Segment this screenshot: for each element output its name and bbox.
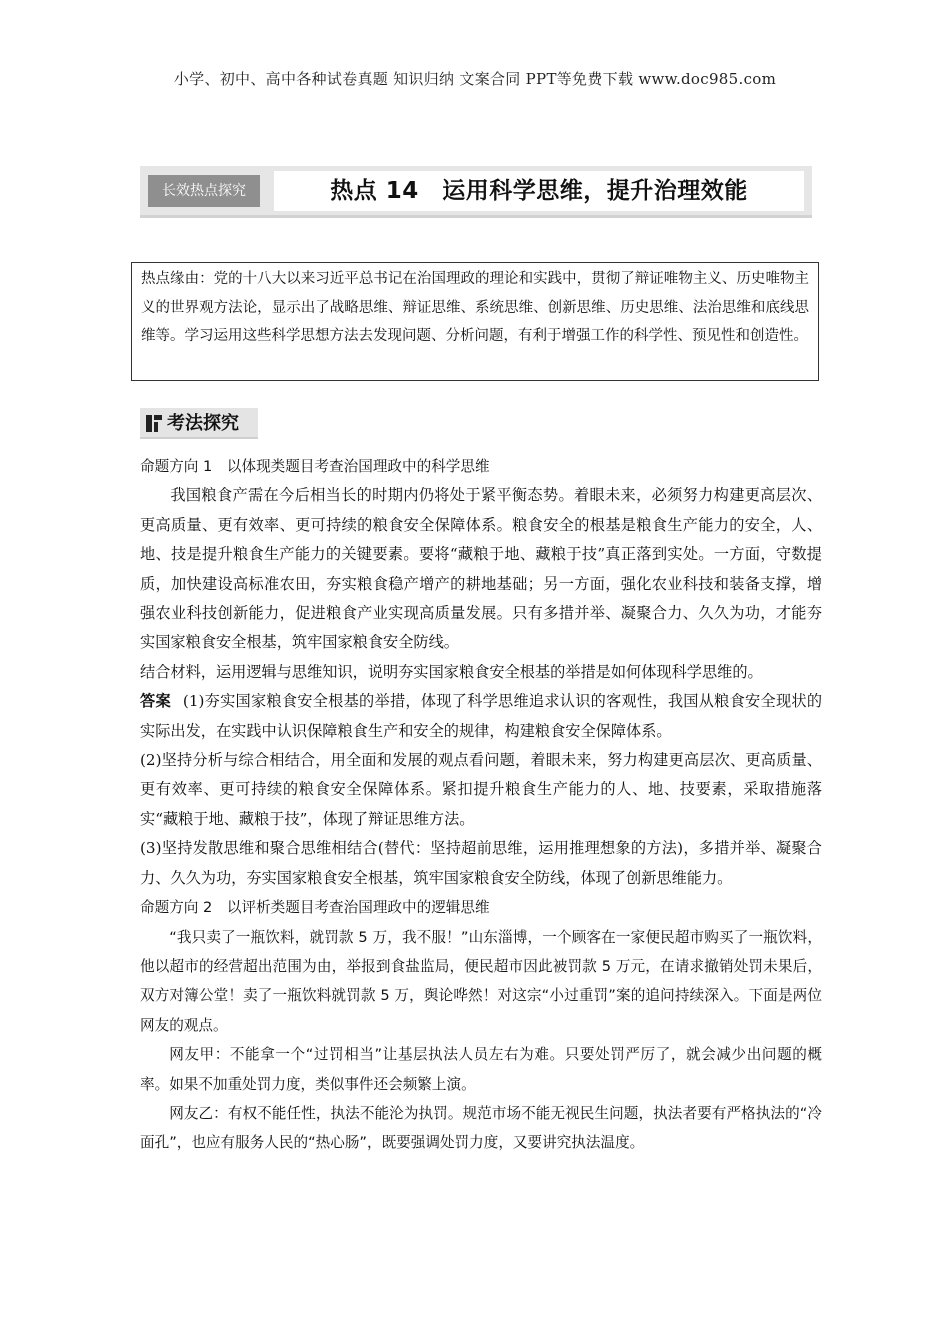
answer-2: (2)坚持分析与综合相结合，用全面和发展的观点看问题，着眼未来，努力构建更高层次、更高质量、更有效率、更可持续的粮食安全保障体系。紧扣提升粮食生产能力的人、地、技要素，采取措施落实“藏粮于地、藏粮于技”，体现了辩证思维方法。 (140, 751, 822, 828)
netizen-a-opinion: 网友甲：不能拿一个“过罚相当”让基层执法人员左右为难。只要处罚严厉了，就会减少出问题的概率。如果不加重处罚力度，类似事件还会频繁上演。 (140, 1046, 822, 1093)
direction-2-material: “我只卖了一瓶饮料，就罚款 5 万，我不服！”山东淄博，一个顾客在一家便民超市购买了一瓶饮料，他以超市的经营超出范围为由，举报到食盐监局，便民超市因此被罚款 5 万元，在请求撤销处罚未果后，双方对簿公堂！卖了一瓶饮料就罚款 5 万，舆论哗然！对这宗“小过重罚”案的追问持续深入。下面是两位网友的观点。 (140, 928, 822, 1034)
banner-tag: 长效热点探究 (148, 175, 260, 207)
answer-label: 答案 (140, 692, 171, 711)
hotspot-origin-box (131, 262, 819, 381)
direction-1-heading: 命题方向 1 以体现类题目考查治国理政中的科学思维 (140, 458, 490, 475)
answer-1 (140, 687, 822, 746)
section-marker-icon (146, 415, 162, 432)
main-content (140, 452, 822, 1158)
page-title: 热点 14 运用科学思维，提升治理效能 (274, 171, 804, 211)
hotspot-origin-text: 热点缘由：党的十八大以来习近平总书记在治国理政的理论和实践中，贯彻了辩证唯物主义、历史唯物主义的世界观方法论，显示出了战略思维、辩证思维、系统思维、创新思维、历史思维、法治思维和底线思维等。学习运用这些科学思想方法去发现问题、分析问题，有利于增强工作的科学性、预见性和创造性。 (141, 271, 809, 344)
direction-2-heading: 命题方向 2 以评析类题目考查治国理政中的逻辑思维 (140, 899, 490, 917)
section-heading (140, 408, 258, 439)
section-title: 考法探究 (167, 413, 239, 434)
answer-3: (3)坚持发散思维和聚合思维相结合(替代：坚持超前思维，运用推理想象的方法)，多措并举、凝聚合力、久久为功，夯实国家粮食安全根基，筑牢国家粮食安全防线，体现了创新思维能力。 (140, 839, 822, 887)
netizen-b-opinion: 网友乙：有权不能任性，执法不能沦为执罚。规范市场不能无视民生问题，执法者要有严格执法的“冷面孔”，也应有服务人民的“热心肠”，既要强调处罚力度，又要讲究执法温度。 (140, 1104, 822, 1152)
direction-1-material: 我国粮食产需在今后相当长的时期内仍将处于紧平衡态势。着眼未来，必须努力构建更高层次、更高质量、更有效率、更可持续的粮食安全保障体系。粮食安全的根基是粮食生产能力的安全，人、地、技是提升粮食生产能力的关键要素。要将“藏粮于地、藏粮于技”真正落到实处。一方面，守数提质，加快建设高标准农田，夯实粮食稳产增产的耕地基础；另一方面，强化农业科技和装备支撑，增强农业科技创新能力，促进粮食产业实现高质量发展。只有多措并举、凝聚合力、久久为功，才能夯实国家粮食安全根基，筑牢国家粮食安全防线。 (140, 486, 822, 652)
page-header: 小学、初中、高中各种试卷真题 知识归纳 文案合同 PPT等免费下载 www.doc985.com (173, 70, 777, 88)
topic-banner (140, 166, 812, 218)
answer-1-text: (1)夯实国家粮食安全根基的举措，体现了科学思维追求认识的客观性，我国从粮食安全现状的实际出发，在实践中认识保障粮食生产和安全的规律，构建粮食安全保障体系。 (140, 692, 823, 740)
direction-1-question: 结合材料，运用逻辑与思维知识，说明夯实国家粮食安全根基的举措是如何体现科学思维的。 (140, 662, 763, 681)
